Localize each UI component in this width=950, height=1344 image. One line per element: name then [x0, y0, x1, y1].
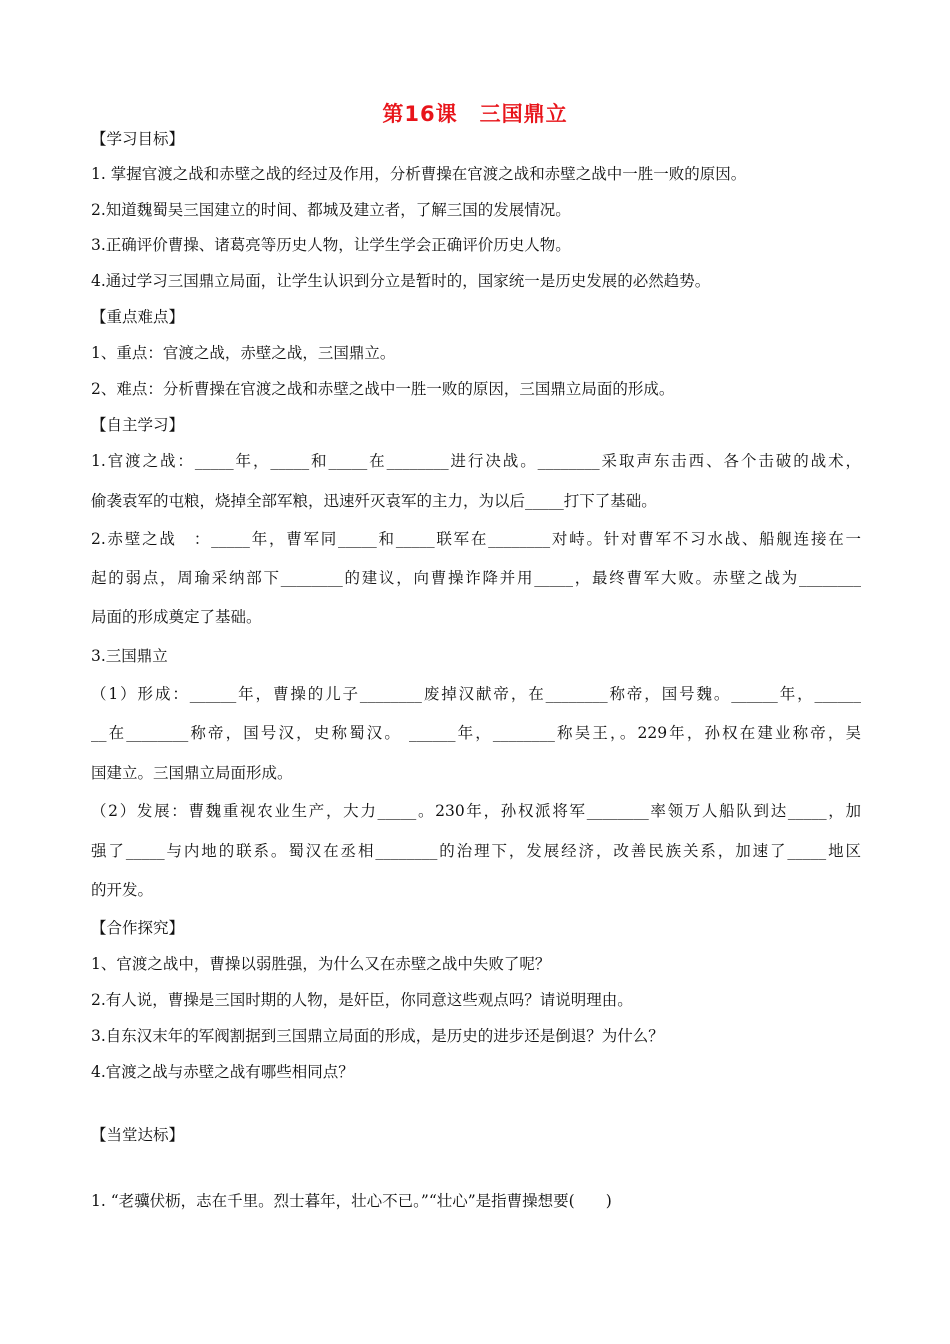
self-study-line-8: __在________称帝，国号汉，史称蜀汉。 ______年，________称吴王，。229年，孙权在建业称帝，吴	[91, 724, 861, 742]
self-study-line-1: 1.官渡之战：_____年，_____和_____在________进行决战。________采取声东击西、各个击破的战术，	[91, 452, 861, 470]
section-heading-key-points: 【重点难点】	[91, 308, 185, 326]
cooperation-item-1: 1、官渡之战中，曹操以弱胜强，为什么又在赤壁之战中失败了呢？	[91, 955, 551, 973]
self-study-line-5: 局面的形成奠定了基础。	[91, 608, 262, 626]
section-heading-goals: 【学习目标】	[91, 130, 185, 148]
self-study-line-6: 3.三国鼎立	[91, 647, 168, 665]
section-heading-in-class: 【当堂达标】	[91, 1126, 185, 1144]
self-study-line-11: 强了_____与内地的联系。蜀汉在丞相________的治理下，发展经济，改善民族关系，加速了_____地区	[91, 842, 861, 860]
section-heading-self-study: 【自主学习】	[91, 416, 185, 434]
goal-item-3: 3.正确评价曹操、诸葛亮等历史人物，让学生学会正确评价历史人物。	[91, 236, 571, 254]
cooperation-item-4: 4.官渡之战与赤壁之战有哪些相同点？	[91, 1063, 354, 1081]
self-study-line-9: 国建立。三国鼎立局面形成。	[91, 764, 293, 782]
self-study-line-4: 起的弱点，周瑜采纳部下________的建议，向曹操诈降并用_____，最终曹军大败。赤壁之战为________	[91, 569, 861, 587]
in-class-item-1: 1. “老骥伏枥，志在千里。烈士暮年，壮心不已。”“壮心”是指曹操想要( )	[91, 1192, 612, 1210]
key-point-item-2: 2、难点：分析曹操在官渡之战和赤壁之战中一胜一败的原因，三国鼎立局面的形成。	[91, 380, 675, 398]
self-study-line-12: 的开发。	[91, 881, 154, 899]
cooperation-item-3: 3.自东汉末年的军阀割据到三国鼎立局面的形成，是历史的进步还是倒退？为什么？	[91, 1027, 664, 1045]
self-study-line-3: 2.赤壁之战 ：_____年，曹军同_____和_____联军在________对峙。针对曹军不习水战、船舰连接在一	[91, 530, 861, 548]
goal-item-4: 4.通过学习三国鼎立局面，让学生认识到分立是暂时的，国家统一是历史发展的必然趋势。	[91, 272, 711, 290]
goal-item-1: 1. 掌握官渡之战和赤壁之战的经过及作用，分析曹操在官渡之战和赤壁之战中一胜一败的原因。	[91, 165, 747, 183]
goal-item-2: 2.知道魏蜀吴三国建立的时间、都城及建立者，了解三国的发展情况。	[91, 201, 571, 219]
self-study-line-2: 偷袭袁军的屯粮，烧掉全部军粮，迅速歼灭袁军的主力，为以后_____打下了基础。	[91, 492, 657, 510]
page-title: 第16课 三国鼎立	[382, 102, 568, 126]
section-heading-cooperation: 【合作探究】	[91, 919, 185, 937]
self-study-line-7: （1）形成：______年，曹操的儿子________废掉汉献帝，在________称帝，国号魏。______年，______	[91, 685, 861, 703]
self-study-line-10: （2）发展：曹魏重视农业生产，大力_____。230年，孙权派将军________率领万人船队到达_____，加	[91, 802, 861, 820]
cooperation-item-2: 2.有人说，曹操是三国时期的人物，是奸臣，你同意这些观点吗？请说明理由。	[91, 991, 633, 1009]
key-point-item-1: 1、重点：官渡之战，赤壁之战，三国鼎立。	[91, 344, 396, 362]
